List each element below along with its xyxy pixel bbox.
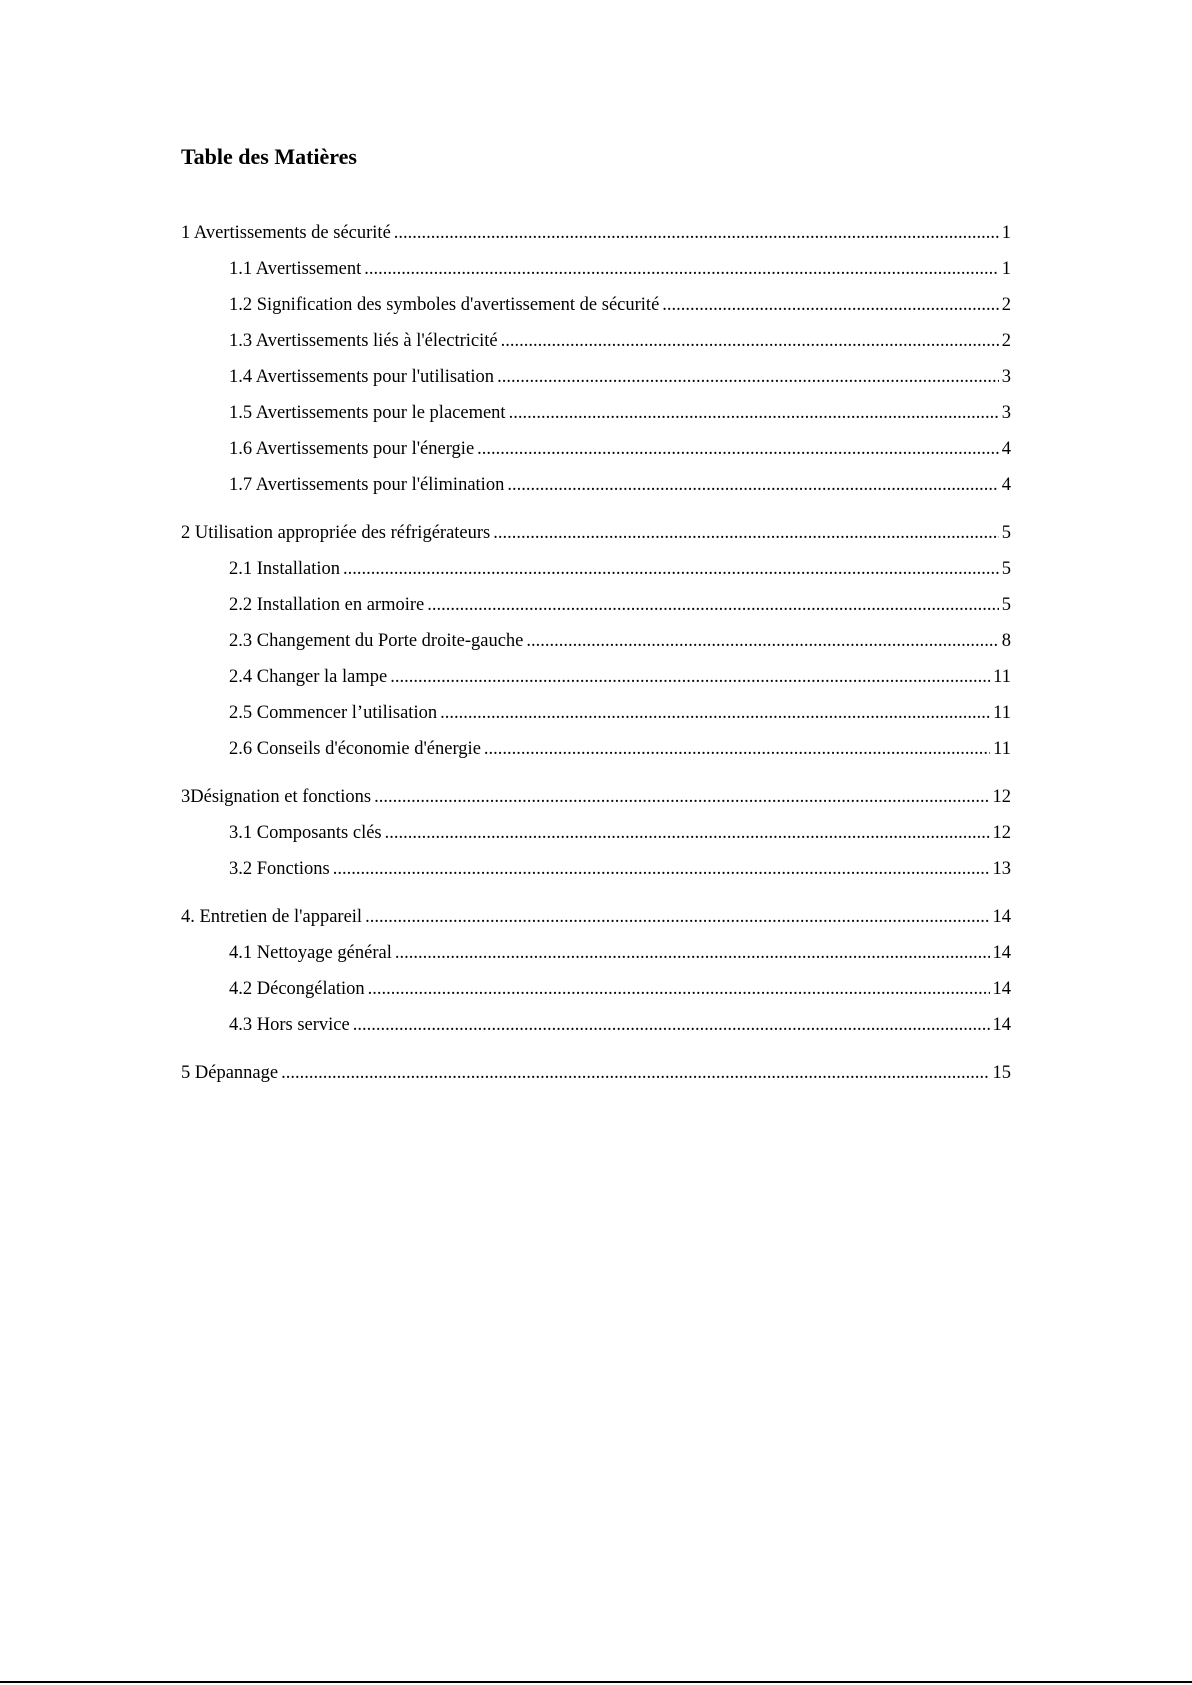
- toc-entry-label: 1.5 Avertissements pour le placement: [229, 403, 506, 423]
- toc-entry-label: 3.2 Fonctions: [229, 859, 330, 879]
- toc-entry-label: 1.1 Avertissement: [229, 259, 362, 279]
- toc-entry-label: 4.2 Décongélation: [229, 979, 365, 999]
- toc-subsection-entry[interactable]: [181, 858, 1011, 894]
- toc-page-number: 11: [993, 739, 1011, 759]
- toc-entry-label: 3Désignation et fonctions: [181, 787, 372, 807]
- toc-dot-leader: [497, 366, 999, 388]
- toc-entry-label: 1.3 Avertissements liés à l'électricité: [229, 331, 498, 351]
- toc-page-number: 14: [992, 979, 1011, 999]
- toc-entry-label: 2.2 Installation en armoire: [229, 595, 425, 615]
- toc-subsection-entry[interactable]: [181, 558, 1011, 594]
- toc-page-number: 5: [1001, 523, 1011, 543]
- toc-dot-leader: [507, 474, 998, 496]
- toc-dot-leader: [493, 522, 999, 544]
- toc-page-number: 4: [1001, 475, 1011, 495]
- toc-page-number: 2: [1001, 331, 1011, 351]
- toc-page-number: 3: [1001, 403, 1011, 423]
- toc-subsection-entry[interactable]: [181, 402, 1011, 438]
- page-title: Table des Matières: [181, 144, 357, 169]
- table-of-contents: [181, 222, 1011, 1098]
- toc-page-number: 11: [993, 667, 1011, 687]
- toc-dot-leader: [427, 594, 999, 616]
- toc-page-number: 4: [1001, 439, 1011, 459]
- toc-subsection-entry[interactable]: [181, 978, 1011, 1014]
- toc-dot-leader: [281, 1062, 989, 1084]
- toc-dot-leader: [368, 978, 990, 1000]
- toc-section-entry[interactable]: [181, 522, 1011, 558]
- toc-page-number: 11: [993, 703, 1011, 723]
- toc-subsection-entry[interactable]: [181, 1014, 1011, 1050]
- toc-page-number: 5: [1001, 559, 1011, 579]
- toc-subsection-entry[interactable]: [181, 666, 1011, 702]
- toc-entry-label: 1.6 Avertissements pour l'énergie: [229, 439, 475, 459]
- toc-section-entry[interactable]: [181, 906, 1011, 942]
- toc-entry-label: 2.3 Changement du Porte droite-gauche: [229, 631, 524, 651]
- toc-page-number: 5: [1001, 595, 1011, 615]
- toc-entry-label: 1.2 Signification des symboles d'avertissement de sécurité: [229, 295, 660, 315]
- toc-dot-leader: [390, 666, 990, 688]
- toc-entry-label: 2 Utilisation appropriée des réfrigérateurs: [181, 523, 491, 543]
- toc-page-number: 12: [992, 823, 1011, 843]
- toc-subsection-entry[interactable]: [181, 942, 1011, 978]
- toc-subsection-entry[interactable]: [181, 594, 1011, 630]
- toc-entry-label: 4. Entretien de l'appareil: [181, 907, 363, 927]
- toc-dot-leader: [333, 858, 990, 880]
- toc-entry-label: 1.4 Avertissements pour l'utilisation: [229, 367, 495, 387]
- toc-entry-label: 3.1 Composants clés: [229, 823, 382, 843]
- toc-dot-leader: [440, 702, 990, 724]
- toc-subsection-entry[interactable]: [181, 822, 1011, 858]
- toc-dot-leader: [526, 630, 998, 652]
- toc-entry-label: 2.1 Installation: [229, 559, 340, 579]
- toc-dot-leader: [353, 1014, 990, 1036]
- toc-section-entry[interactable]: [181, 1062, 1011, 1098]
- toc-dot-leader: [343, 558, 999, 580]
- toc-page-number: 14: [992, 1015, 1011, 1035]
- toc-entry-label: 4.3 Hors service: [229, 1015, 350, 1035]
- toc-entry-label: 1.7 Avertissements pour l'élimination: [229, 475, 505, 495]
- toc-subsection-entry[interactable]: [181, 294, 1011, 330]
- toc-page-number: 1: [1001, 259, 1011, 279]
- toc-page-number: 12: [992, 787, 1011, 807]
- toc-entry-label: 5 Dépannage: [181, 1063, 279, 1083]
- page-bottom-edge: [0, 1681, 1192, 1683]
- toc-page-number: 1: [1001, 223, 1011, 243]
- toc-subsection-entry[interactable]: [181, 474, 1011, 510]
- toc-page-number: 8: [1001, 631, 1011, 651]
- toc-dot-leader: [484, 738, 990, 760]
- toc-subsection-entry[interactable]: [181, 366, 1011, 402]
- toc-entry-label: 2.4 Changer la lampe: [229, 667, 388, 687]
- toc-dot-leader: [501, 330, 999, 352]
- toc-subsection-entry[interactable]: [181, 330, 1011, 366]
- toc-dot-leader: [365, 906, 989, 928]
- toc-section-entry[interactable]: [181, 222, 1011, 258]
- toc-dot-leader: [385, 822, 990, 844]
- toc-page-number: 14: [992, 907, 1011, 927]
- toc-page-number: 3: [1001, 367, 1011, 387]
- toc-entry-label: 1 Avertissements de sécurité: [181, 223, 391, 243]
- toc-subsection-entry[interactable]: [181, 438, 1011, 474]
- toc-dot-leader: [395, 942, 990, 964]
- toc-entry-label: 4.1 Nettoyage général: [229, 943, 392, 963]
- toc-dot-leader: [364, 258, 999, 280]
- toc-page-number: 14: [992, 943, 1011, 963]
- toc-dot-leader: [662, 294, 998, 316]
- toc-entry-label: 2.6 Conseils d'économie d'énergie: [229, 739, 481, 759]
- toc-page-number: 13: [992, 859, 1011, 879]
- toc-subsection-entry[interactable]: [181, 630, 1011, 666]
- toc-dot-leader: [394, 222, 999, 244]
- toc-dot-leader: [509, 402, 999, 424]
- toc-page-number: 2: [1001, 295, 1011, 315]
- toc-page-number: 15: [992, 1063, 1011, 1083]
- toc-subsection-entry[interactable]: [181, 258, 1011, 294]
- toc-subsection-entry[interactable]: [181, 702, 1011, 738]
- toc-section-entry[interactable]: [181, 786, 1011, 822]
- toc-entry-label: 2.5 Commencer l’utilisation: [229, 703, 438, 723]
- toc-dot-leader: [374, 786, 989, 808]
- toc-dot-leader: [477, 438, 999, 460]
- toc-subsection-entry[interactable]: [181, 738, 1011, 774]
